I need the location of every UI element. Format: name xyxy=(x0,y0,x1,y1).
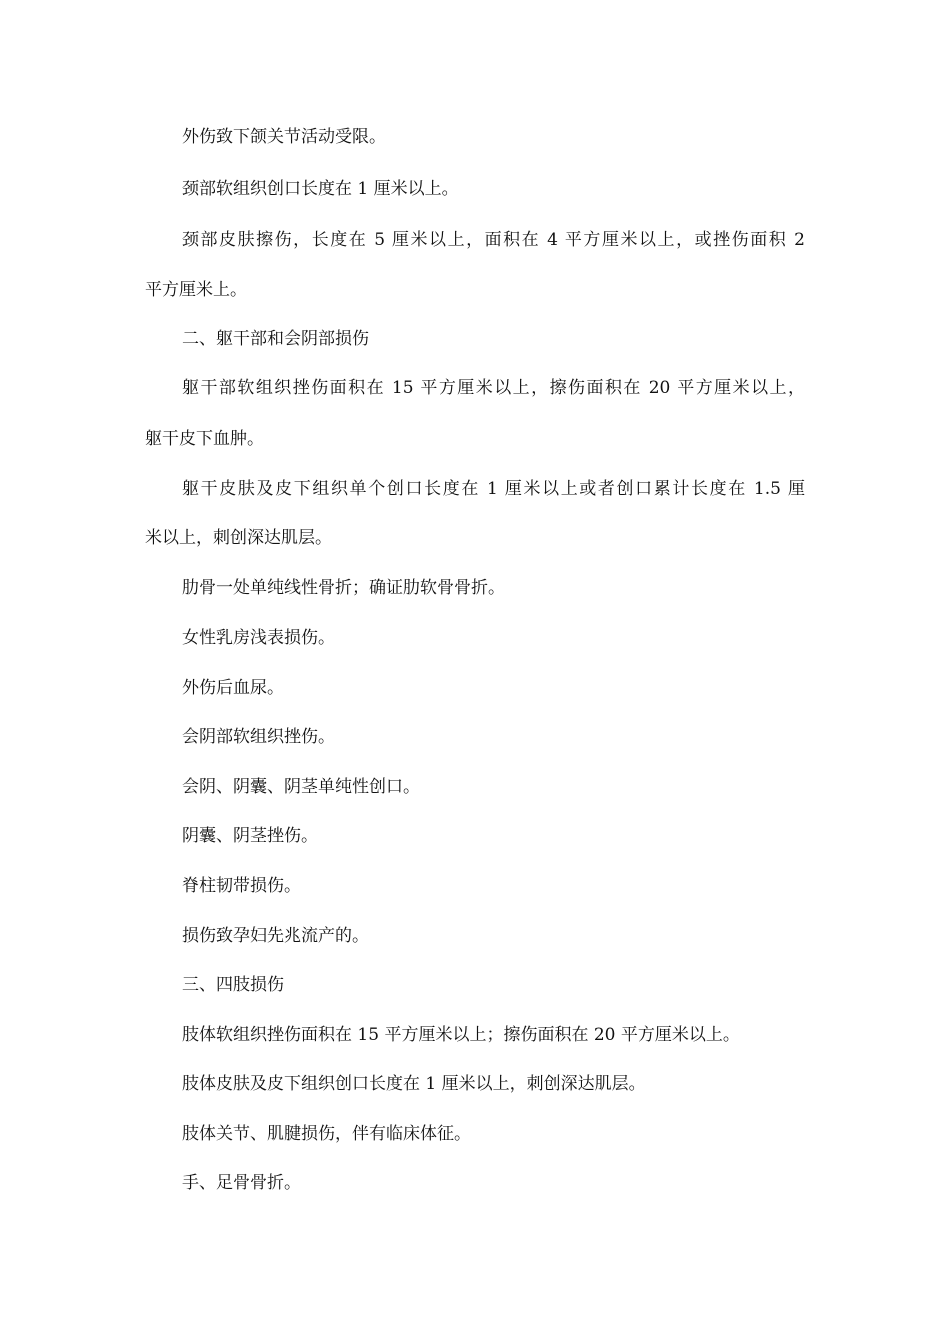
paragraph-line: 肢体软组织挫伤面积在 15 平方厘米以上；擦伤面积在 20 平方厘米以上。 xyxy=(182,1025,740,1045)
paragraph-line: 颈部软组织创口长度在 1 厘米以上。 xyxy=(182,179,459,199)
paragraph-line: 肋骨一处单纯线性骨折；确证肋软骨骨折。 xyxy=(182,578,505,598)
paragraph-line: 女性乳房浅表损伤。 xyxy=(182,628,335,648)
paragraph-line: 平方厘米上。 xyxy=(145,280,247,300)
paragraph-line: 会阴、阴囊、阴茎单纯性创口。 xyxy=(182,777,420,797)
paragraph-line: 米以上，刺创深达肌层。 xyxy=(145,528,332,548)
paragraph-line: 躯干皮肤及皮下组织单个创口长度在 1 厘米以上或者创口累计长度在 1.5 厘 xyxy=(182,479,805,499)
section-heading: 三、四肢损伤 xyxy=(182,975,284,995)
paragraph-line: 外伤致下颌关节活动受限。 xyxy=(182,127,386,147)
paragraph-line: 躯干皮下血肿。 xyxy=(145,429,264,449)
paragraph-line: 躯干部软组织挫伤面积在 15 平方厘米以上，擦伤面积在 20 平方厘米以上， xyxy=(182,378,805,398)
paragraph-line: 脊柱韧带损伤。 xyxy=(182,876,301,896)
paragraph-line: 会阴部软组织挫伤。 xyxy=(182,727,335,747)
paragraph-line: 手、足骨骨折。 xyxy=(182,1173,301,1193)
paragraph-line: 损伤致孕妇先兆流产的。 xyxy=(182,926,369,946)
paragraph-line: 肢体关节、肌腱损伤，伴有临床体征。 xyxy=(182,1124,471,1144)
paragraph-line: 肢体皮肤及皮下组织创口长度在 1 厘米以上，刺创深达肌层。 xyxy=(182,1074,646,1094)
paragraph-line: 外伤后血尿。 xyxy=(182,678,284,698)
section-heading: 二、躯干部和会阴部损伤 xyxy=(182,329,369,349)
paragraph-line: 阴囊、阴茎挫伤。 xyxy=(182,826,318,846)
paragraph-line: 颈部皮肤擦伤，长度在 5 厘米以上，面积在 4 平方厘米以上，或挫伤面积 2 xyxy=(182,230,805,250)
